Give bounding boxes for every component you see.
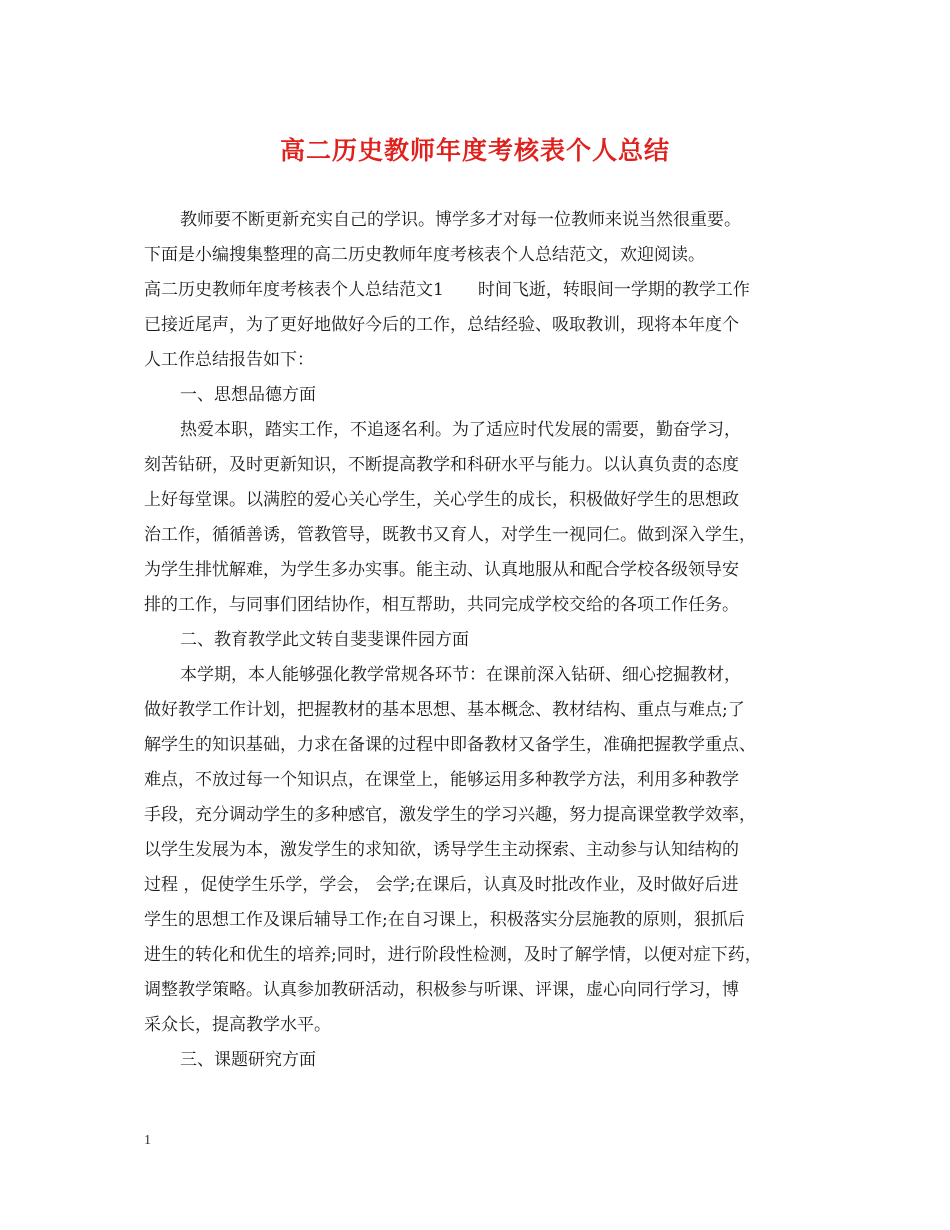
text-line: 上好每堂课。以满腔的爱心关心学生，关心学生的成长，积极做好学生的思想政: [144, 490, 739, 510]
text-line: 下面是小编搜集整理的高二历史教师年度考核表个人总结范文，欢迎阅读。: [144, 245, 705, 265]
text-line: 高二历史教师年度考核表个人总结范文1 时间飞逝，转眼间一学期的教学工作: [144, 280, 750, 300]
text-line: 刻苦钻研，及时更新知识，不断提高教学和科研水平与能力。以认真负责的态度: [144, 455, 739, 475]
document-title: 高二历史教师年度考核表个人总结: [279, 136, 670, 165]
text-line: 手段，充分调动学生的多种感官，激发学生的学习兴趣，努力提高课堂教学效率，: [144, 805, 756, 825]
text-line: 人工作总结报告如下：: [144, 350, 314, 370]
text-line: 三、课题研究方面: [180, 1050, 316, 1070]
text-line: 治工作，循循善诱，管教管导，既教书又育人，对学生一视同仁。做到深入学生，: [144, 525, 756, 545]
text-line: 学生的思想工作及课后辅导工作;在自习课上，积极落实分层施教的原则，狠抓后: [144, 910, 745, 930]
text-line: 教师要不断更新充实自己的学识。博学多才对每一位教师来说当然很重要。: [180, 210, 741, 230]
text-line: 二、教育教学此文转自斐斐课件园方面: [180, 630, 469, 650]
text-line: 过程 ，促使学生乐学，学会， 会学;在课后，认真及时批改作业，及时做好后进: [144, 875, 739, 895]
text-line: 为学生排忧解难，为学生多办实事。能主动、认真地服从和配合学校各级领导安: [144, 560, 739, 580]
text-line: 一、思想品德方面: [180, 385, 316, 405]
text-line: 采众长，提高教学水平。: [144, 1015, 331, 1035]
text-line: 已接近尾声，为了更好地做好今后的工作，总结经验、吸取教训，现将本年度个: [144, 315, 739, 335]
document-body: [144, 203, 824, 1078]
text-line: 难点，不放过每一个知识点，在课堂上，能够运用多种教学方法，利用多种教学: [144, 770, 739, 790]
text-line: 做好教学工作计划，把握教材的基本思想、基本概念、教材结构、重点与难点;了: [144, 700, 745, 720]
text-line: 以学生发展为本，激发学生的求知欲，诱导学生主动探索、主动参与认知结构的: [144, 840, 739, 860]
text-line: 本学期，本人能够强化教学常规各环节：在课前深入钻研、细心挖掘教材，: [180, 665, 741, 685]
text-line: 热爱本职，踏实工作，不追逐名利。为了适应时代发展的需要，勤奋学习，: [180, 420, 741, 440]
page-number: 1: [144, 1133, 151, 1148]
text-line: 解学生的知识基础，力求在备课的过程中即备教材又备学生，准确把握教学重点、: [144, 735, 756, 755]
text-line: 排的工作，与同事们团结协作，相互帮助，共同完成学校交给的各项工作任务。: [144, 595, 739, 615]
text-line: 进生的转化和优生的培养;同时，进行阶段性检测，及时了解学情，以便对症下药，: [144, 945, 762, 965]
text-line: 调整教学策略。认真参加教研活动，积极参与听课、评课，虚心向同行学习，博: [144, 980, 739, 1000]
